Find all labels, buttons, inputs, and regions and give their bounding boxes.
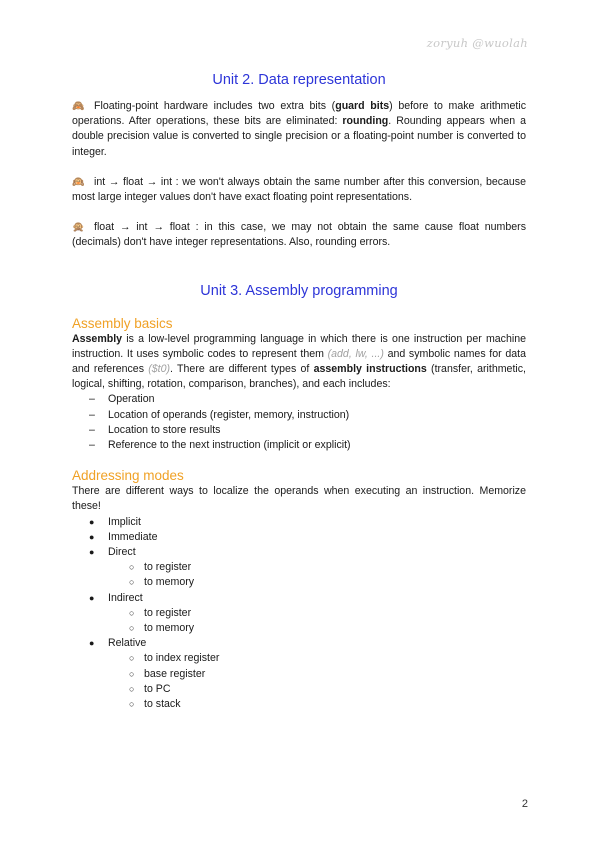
list-item: – Reference to the next instruction (implicit or explicit) (89, 439, 351, 452)
assembly-basics-paragraph: Assembly is a low-level programming language in which there is one instruction per machine instruction. It uses symbolic codes to represent them (add, lw, ...) and symbolic names for data and references ($t0). There are different types of assembly instructions (transfer, arithmetic, logical, shifting, rotation, comparison, branches), and each includes: (72, 332, 526, 391)
instruction-parts-list (72, 392, 526, 453)
indirect-sublist (108, 606, 526, 636)
list-item: ○ to register (129, 606, 192, 619)
list-item: ○ to index register (129, 652, 220, 665)
unit2-title: Unit 2. Data representation (212, 72, 386, 88)
list-item: ● Implicit (89, 515, 141, 528)
speak-no-evil-monkey-icon: 🙊 (72, 222, 85, 234)
page-number: 2 (521, 798, 528, 810)
assembly-basics-heading: Assembly basics (72, 315, 173, 331)
list-item: ● Immediate (89, 530, 158, 543)
list-item: ● Indirect ○ to register ○ to memory (72, 591, 526, 637)
list-item: – Location of operands (register, memory, instruction) (89, 408, 350, 421)
list-item: ○ base register (129, 667, 206, 680)
list-item: – Location to store results (89, 423, 221, 436)
list-item: ● Direct ○ to register ○ to memory (72, 545, 526, 591)
addressing-modes-list (72, 515, 526, 713)
see-no-evil-monkey-icon: 🙈 (72, 101, 85, 112)
page-content (72, 70, 526, 712)
watermark: zoryuh @wuolah (426, 36, 528, 50)
list-item: ○ to register (129, 561, 192, 574)
list-item: ○ to memory (129, 622, 195, 635)
unit2-paragraph-guard-bits: 🙈 Floating-point hardware includes two extra bits (guard bits) before to make arithmetic operations. After operations, these bits are eliminated: rounding. Rounding appears when a double precision value is converted to single precision or a floating-point number is converted to integer. (72, 100, 526, 158)
rounding-term: rounding (342, 115, 389, 128)
unit2-paragraph-float-int-float: 🙊 float → int → float : in this case, we may not obtain the same cause float numbers (decimals) don't have integer representations. Also, rounding errors. (72, 221, 526, 249)
list-item: – Operation (89, 393, 155, 406)
list-item: ○ to PC (129, 682, 171, 695)
addressing-modes-intro: There are different ways to localize the operands when executing an instruction. Memorize these! (72, 485, 526, 513)
hear-no-evil-monkey-icon: 🙉 (72, 176, 85, 188)
relative-sublist (108, 651, 526, 712)
guard-bits-term: guard bits (335, 100, 390, 112)
list-item: ○ to stack (129, 698, 181, 711)
unit2-paragraph-int-float-int: 🙉 int → float → int : we won't always obtain the same number after this conversion, because most large integer values don't have exact floating point representations. (72, 175, 526, 204)
unit3-title: Unit 3. Assembly programming (200, 282, 398, 299)
list-item: ● Relative ○ to index register ○ base register ○ to PC ○ to stack (72, 636, 526, 712)
list-item: ○ to memory (129, 576, 195, 589)
addressing-modes-heading: Addressing modes (72, 468, 184, 484)
direct-sublist (108, 560, 526, 590)
